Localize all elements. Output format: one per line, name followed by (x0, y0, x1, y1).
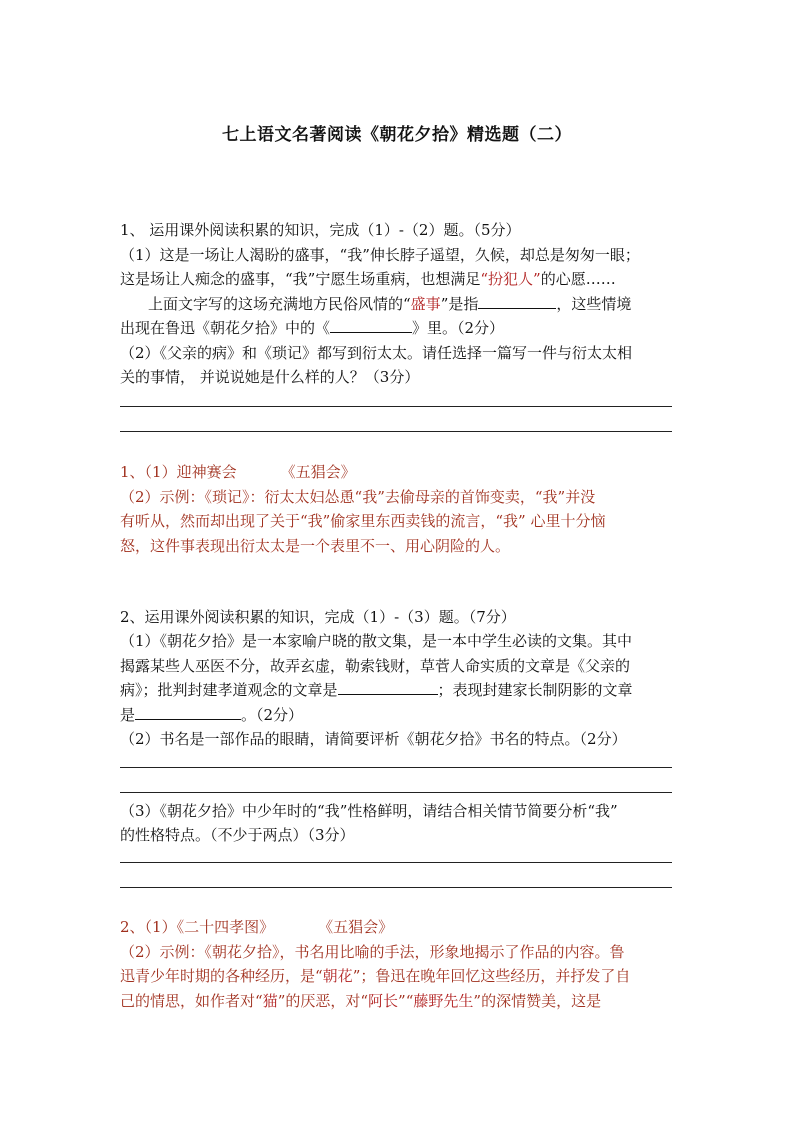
answer-line[interactable] (120, 431, 672, 432)
q1-part2-line1: （2）《父亲的病》和《琐记》都写到衍太太。请任选择一篇写一件与衍太太相 (120, 344, 633, 362)
a1-line2: （2）示例：《琐记》：衍太太妇怂恿“我”去偷母亲的首饰变卖，“我”并没 (120, 488, 596, 506)
highlight-text: “扮犯人” (480, 270, 541, 288)
answer-line[interactable] (120, 792, 672, 793)
q1-part1-line1: （1）这是一场让人渴盼的盛事，“我”伸长脖子遥望，久候，却总是匆匆一眼； (120, 246, 640, 264)
q1-part1-line4: 出现在鲁迅《朝花夕拾》中的《 》里。（2分） (120, 319, 505, 337)
q2-part2: （2）书名是一部作品的眼睛，请简要评析《朝花夕拾》书名的特点。（2分） (120, 730, 627, 748)
q1-part1-line2: 这是场让人痴念的盛事，“我”宁愿生场重病，也想满足“扮犯人”的心愿…… (120, 270, 616, 288)
a2-line4: 己的情思，如作者对“猫”的厌恶，对“阿长”“藤野先生”的深情赞美，这是 (120, 992, 602, 1010)
answer-line[interactable] (120, 406, 672, 407)
q2-part3-line2: 的性格特点。（不少于两点）（3分） (120, 826, 355, 844)
q2-part1-line4: 是 。（2分） (120, 706, 304, 724)
page-title: 七上语文名著阅读《朝花夕拾》精选题（二） (222, 125, 572, 145)
q2-heading: 2、运用课外阅读积累的知识，完成（1）-（3）题。（7分） (120, 608, 516, 626)
q1-part2-line2: 关的事情， 并说说她是什么样的人？（3分） (120, 368, 420, 386)
highlight-text: 盛事 (410, 295, 441, 313)
q2-part1-line1: （1）《朝花夕拾》是一本家喻户晓的散文集，是一本中学生必读的文集。其中 (120, 632, 633, 650)
a1-line3: 有听从，然而却出现了关于“我”偷家里东西卖钱的流言，“我” 心里十分恼 (120, 512, 606, 530)
a1-line4: 怒，这件事表现出衍太太是一个表里不一、用心阴险的人。 (120, 537, 511, 555)
q2-part3-line1: （3）《朝花夕拾》中少年时的“我”性格鲜明，请结合相关情节简要分析“我” (120, 802, 618, 820)
a2-line1: 2、（1）《二十四孝图》 《五猖会》 (120, 918, 394, 936)
answer-blank[interactable] (478, 293, 556, 309)
q1-heading: 1、 运用课外阅读积累的知识，完成（1）-（2）题。（5分） (120, 221, 521, 239)
answer-line[interactable] (120, 862, 672, 863)
answer-blank[interactable] (330, 317, 412, 333)
a2-line3: 迅青少年时期的各种经历，是“朝花”；鲁迅在晚年回忆这些经历，并抒发了自 (120, 967, 631, 985)
a1-line1: 1、（1）迎神赛会 《五猖会》 (120, 463, 356, 481)
answer-line[interactable] (120, 767, 672, 768)
q1-part1-line3: 上面文字写的这场充满地方民俗风情的“盛事”是指 ，这些情境 (148, 295, 632, 313)
answer-blank[interactable] (135, 704, 241, 720)
q2-part1-line2: 揭露某些人巫医不分，故弄玄虚，勒索钱财，草菅人命实质的文章是《父亲的 (120, 657, 631, 675)
answer-blank[interactable] (338, 679, 438, 695)
q2-part1-line3: 病》；批判封建孝道观念的文章是 ；表现封建家长制阴影的文章 (120, 681, 633, 699)
answer-line[interactable] (120, 887, 672, 888)
a2-line2: （2）示例：《朝花夕拾》，书名用比喻的手法，形象地揭示了作品的内容。鲁 (120, 943, 625, 961)
